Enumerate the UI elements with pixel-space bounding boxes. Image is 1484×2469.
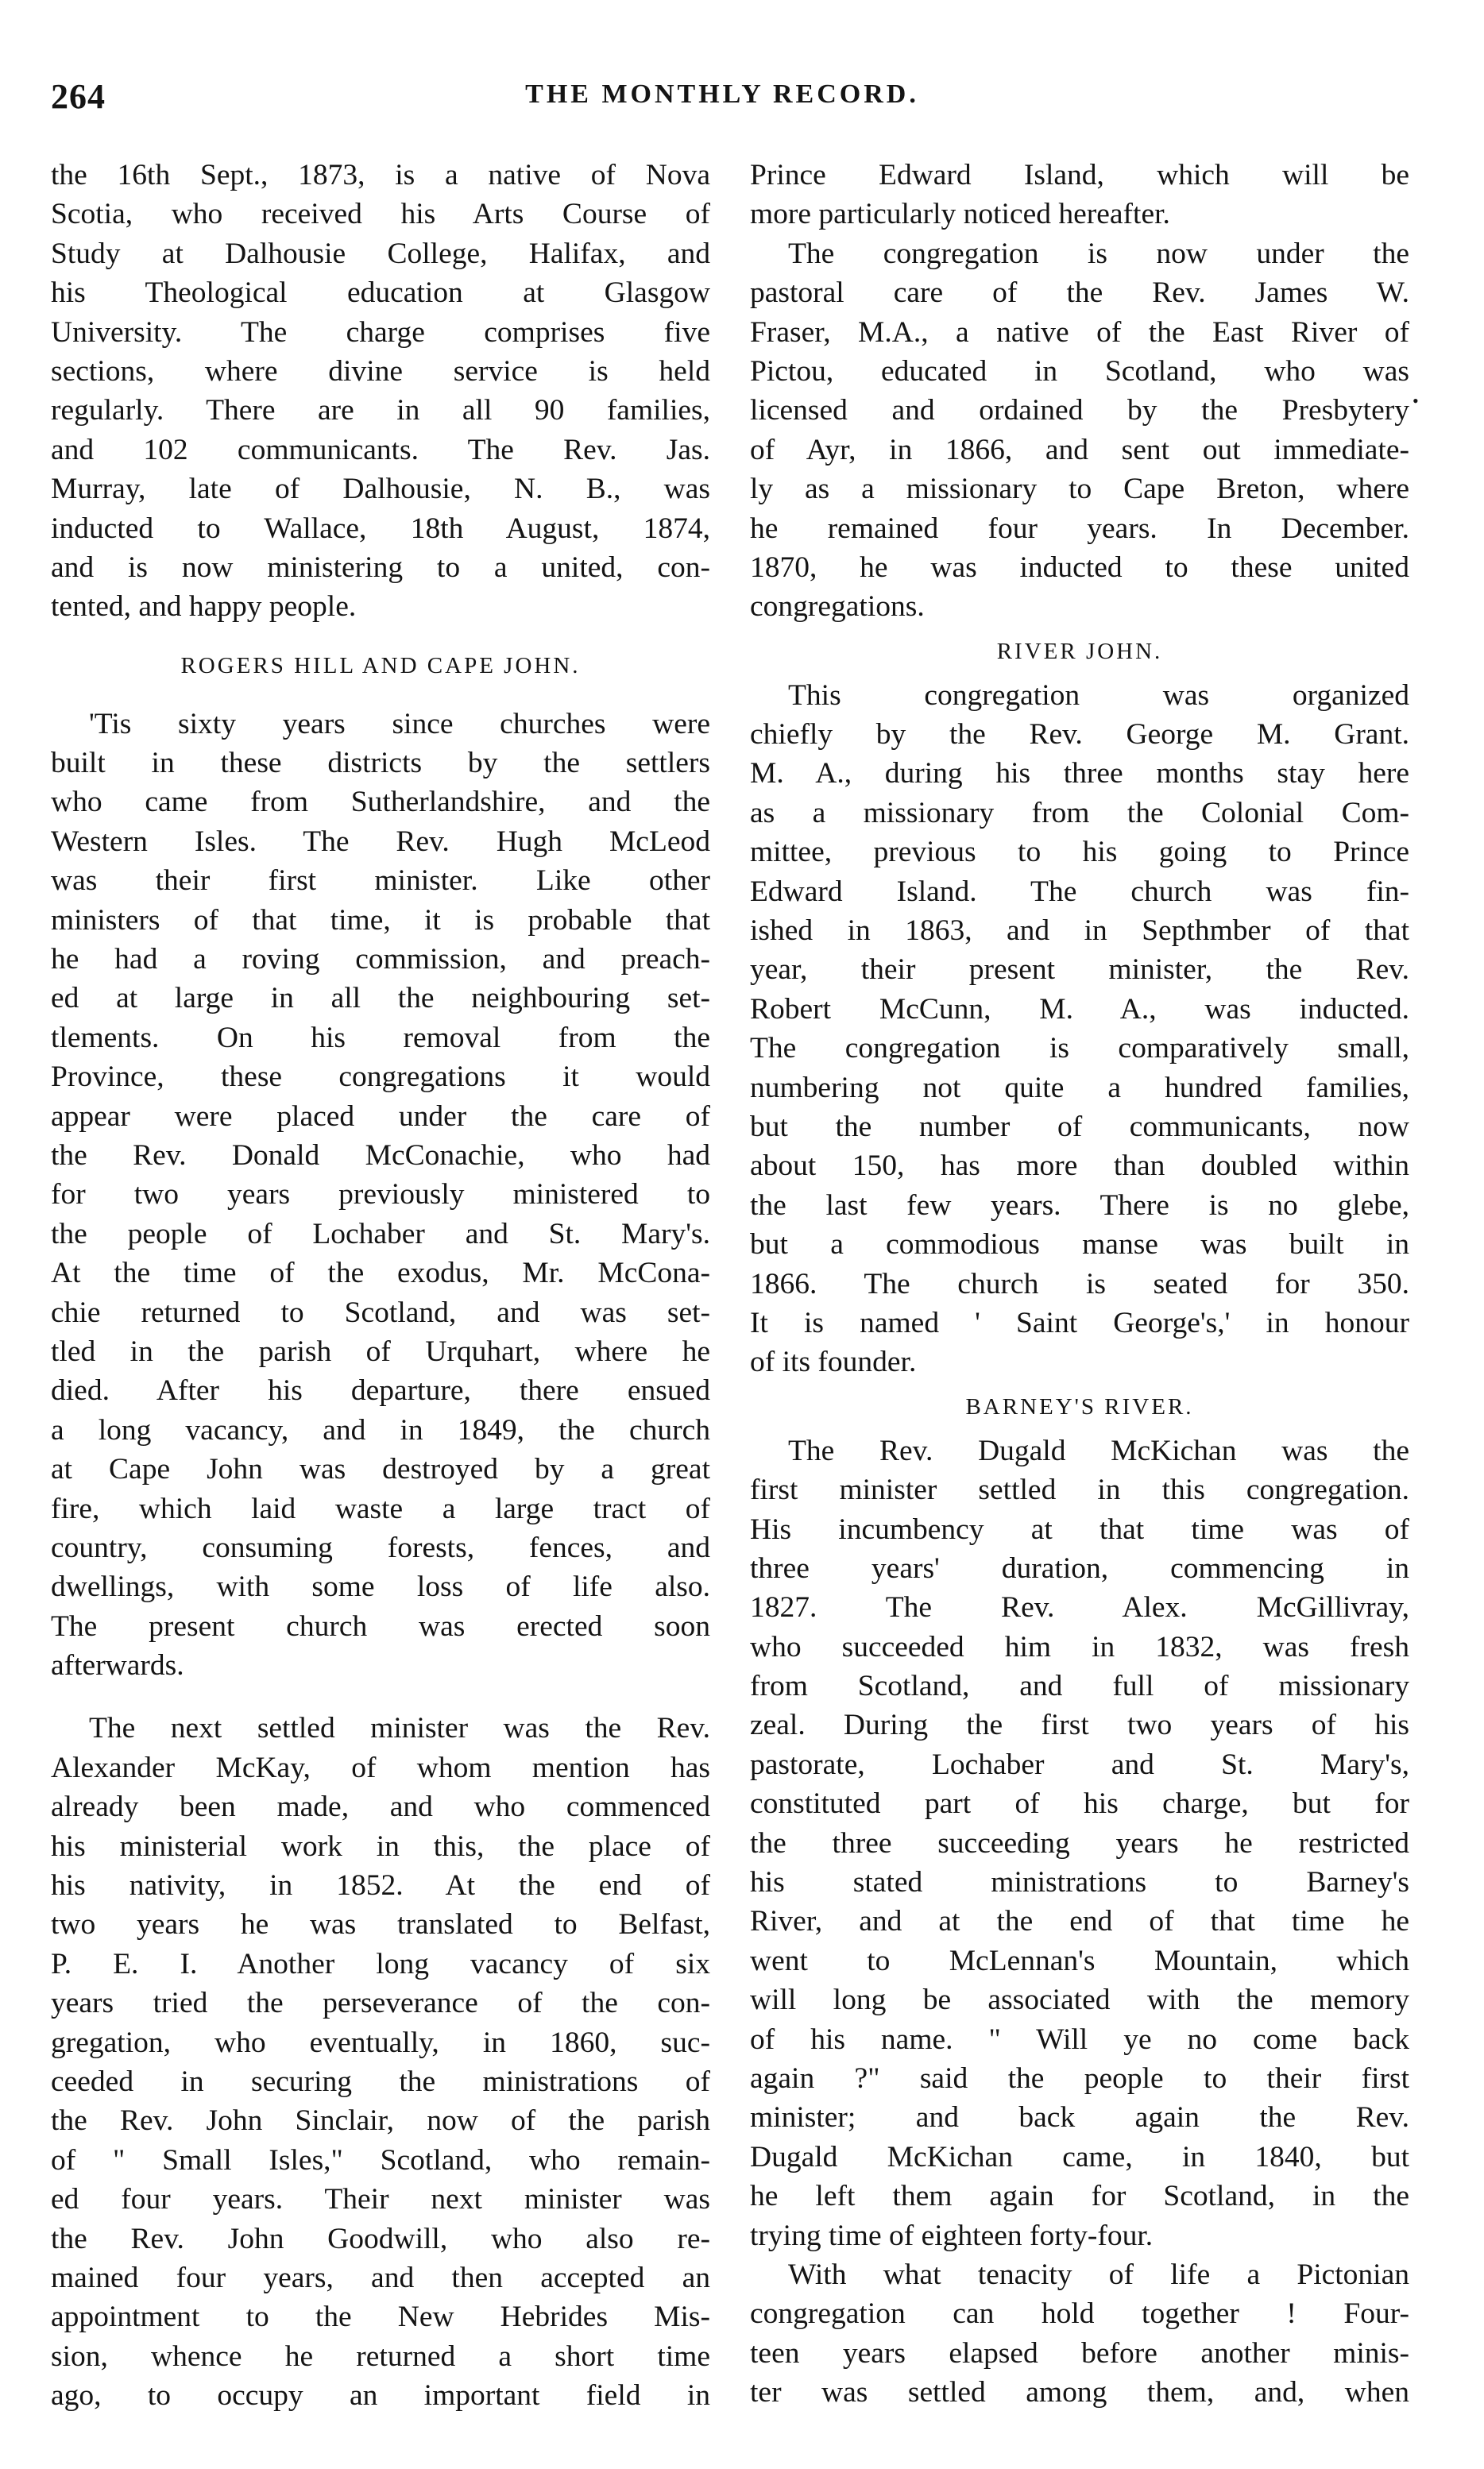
- text-line: his ministerial work in this, the place of: [51, 1830, 710, 1863]
- text-line: the three succeeding years he restricted: [750, 1826, 1409, 1860]
- text-line: gregation, who eventually, in 1860, suc-: [51, 2026, 710, 2059]
- text-line: M. A., during his three months stay here: [750, 757, 1409, 790]
- text-line: inducted to Wallace, 18th August, 1874,: [51, 512, 710, 545]
- text-line: as a missionary from the Colonial Com-: [750, 796, 1409, 829]
- text-line: was their first minister. Like other: [51, 864, 710, 898]
- text-line: of its founder.: [750, 1346, 917, 1379]
- running-title: THE MONTHLY RECORD.: [525, 79, 919, 109]
- text-line: he had a roving commission, and preach-: [51, 943, 710, 976]
- text-line: ed at large in all the neighbouring set-: [51, 982, 710, 1015]
- text-line: he left them again for Scotland, in the: [750, 2180, 1409, 2213]
- text-line: licensed and ordained by the Presbytery: [750, 394, 1409, 427]
- text-line: Study at Dalhousie College, Halifax, and: [51, 237, 710, 270]
- text-line: The present church was erected soon: [51, 1609, 710, 1643]
- text-line: at Cape John was destroyed by a great: [51, 1453, 710, 1486]
- text-line: 'Tis sixty years since churches were: [89, 707, 710, 740]
- text-line: mained four years, and then accepted an: [51, 2261, 710, 2294]
- text-line: Murray, late of Dalhousie, N. B., was: [51, 473, 710, 506]
- text-line: his nativity, in 1852. At the end of: [51, 1869, 710, 1903]
- section-heading: ROGERS HILL AND CAPE JOHN.: [180, 652, 581, 678]
- text-line: minister; and back again the Rev.: [750, 2101, 1409, 2135]
- text-line: more particularly noticed hereafter.: [750, 198, 1170, 231]
- text-line: numbering not quite a hundred families,: [750, 1071, 1409, 1104]
- text-line: tented, and happy people.: [51, 590, 357, 624]
- text-line: teen years elapsed before another minis-: [750, 2336, 1409, 2370]
- text-line: trying time of eighteen forty-four.: [750, 2219, 1154, 2252]
- text-line: Western Isles. The Rev. Hugh McLeod: [51, 825, 710, 858]
- section-heading: BARNEY'S RIVER.: [965, 1393, 1194, 1420]
- text-line: and is now ministering to a united, con-: [51, 551, 710, 584]
- text-line: pastorate, Lochaber and St. Mary's,: [750, 1748, 1409, 1781]
- text-line: his Theological education at Glasgow: [51, 276, 710, 310]
- text-line: a long vacancy, and in 1849, the church: [51, 1413, 710, 1447]
- text-line: The next settled minister was the Rev.: [89, 1712, 710, 1745]
- text-line: appear were placed under the care of: [51, 1099, 710, 1133]
- text-line: of Ayr, in 1866, and sent out immediate-: [750, 433, 1409, 466]
- text-line: tled in the parish of Urquhart, where he: [51, 1335, 710, 1368]
- text-line: afterwards.: [51, 1649, 184, 1683]
- text-line: already been made, and who commenced: [51, 1791, 710, 1824]
- text-line: of " Small Isles," Scotland, who remain-: [51, 2143, 710, 2177]
- page-header: [51, 76, 1393, 124]
- text-line: Scotia, who received his Arts Course of: [51, 198, 710, 231]
- text-line: congregation can hold together ! Four-: [750, 2297, 1409, 2331]
- text-line: chiefly by the Rev. George M. Grant.: [750, 718, 1409, 752]
- text-line: mittee, previous to his going to Prince: [750, 836, 1409, 869]
- text-line: ly as a missionary to Cape Breton, where: [750, 473, 1409, 506]
- text-line: regularly. There are in all 90 families,: [51, 394, 710, 427]
- text-line: dwellings, with some loss of life also.: [51, 1571, 710, 1604]
- text-line: died. After his departure, there ensued: [51, 1374, 710, 1408]
- text-line: ministers of that time, it is probable that: [51, 903, 710, 937]
- text-line: and 102 communicants. The Rev. Jas.: [51, 433, 710, 466]
- text-line: At the time of the exodus, Mr. McCona-: [51, 1257, 710, 1290]
- page-number: 264: [51, 77, 106, 116]
- text-line: first minister settled in this congregation.: [750, 1474, 1409, 1507]
- text-line: the last few years. There is no glebe,: [750, 1188, 1409, 1222]
- text-line: about 150, has more than doubled within: [750, 1149, 1409, 1183]
- text-line: again ?" said the people to their first: [750, 2061, 1409, 2095]
- text-line: ter was settled among them, and, when: [750, 2376, 1409, 2409]
- text-line: but a commodious manse was built in: [750, 1228, 1409, 1262]
- text-line: two years he was translated to Belfast,: [51, 1908, 710, 1942]
- text-line: chie returned to Scotland, and was set-: [51, 1296, 710, 1329]
- text-line: The Rev. Dugald McKichan was the: [788, 1434, 1409, 1467]
- text-line: It is named ' Saint George's,' in honour: [750, 1306, 1409, 1339]
- text-line: His incumbency at that time was of: [750, 1513, 1409, 1546]
- text-line: congregations.: [750, 590, 925, 624]
- text-line: This congregation was organized: [788, 678, 1409, 712]
- paragraph-gap: [51, 1685, 710, 1709]
- text-line: ceeded in securing the ministrations of: [51, 2065, 710, 2098]
- text-line: Pictou, educated in Scotland, who was: [750, 354, 1409, 388]
- text-line: built in these districts by the settlers: [51, 747, 710, 780]
- text-line: Prince Edward Island, which will be: [750, 159, 1409, 191]
- text-line: from Scotland, and full of missionary: [750, 1670, 1409, 1703]
- text-line: who came from Sutherlandshire, and the: [51, 786, 710, 819]
- text-line: 1870, he was inducted to these united: [750, 551, 1409, 584]
- text-line: Edward Island. The church was fin-: [750, 875, 1409, 908]
- text-line: the Rev. John Sinclair, now of the parish: [51, 2104, 710, 2138]
- text-line: Fraser, M.A., a native of the East River of: [750, 315, 1409, 349]
- text-line: the Rev. Donald McConachie, who had: [51, 1138, 710, 1172]
- text-line: University. The charge comprises five: [51, 315, 710, 349]
- text-line: years tried the perseverance of the con-: [51, 1987, 710, 2020]
- text-line: his stated ministrations to Barney's: [750, 1866, 1409, 1899]
- text-line: he remained four years. In December.: [750, 512, 1409, 545]
- text-line: will long be associated with the memory: [750, 1984, 1409, 2017]
- right-text-column: [750, 156, 1409, 2444]
- text-line: Dugald McKichan came, in 1840, but: [750, 2140, 1409, 2173]
- text-line: went to McLennan's Mountain, which: [750, 1944, 1409, 1977]
- margin-mark: •: [1413, 391, 1419, 411]
- text-line: for two years previously ministered to: [51, 1178, 710, 1211]
- text-line: constituted part of his charge, but for: [750, 1787, 1409, 1821]
- text-line: ed four years. Their next minister was: [51, 2183, 710, 2216]
- text-line: 1827. The Rev. Alex. McGillivray,: [750, 1591, 1409, 1625]
- text-line: With what tenacity of life a Pictonian: [788, 2258, 1409, 2291]
- text-line: country, consuming forests, fences, and: [51, 1531, 710, 1564]
- text-line: the 16th Sept., 1873, is a native of Nova: [51, 159, 710, 191]
- text-line: sion, whence he returned a short time: [51, 2340, 710, 2373]
- text-line: The congregation is comparatively small,: [750, 1032, 1409, 1065]
- text-line: year, their present minister, the Rev.: [750, 953, 1409, 987]
- text-line: the Rev. John Goodwill, who also re-: [51, 2222, 710, 2255]
- text-line: three years' duration, commencing in: [750, 1551, 1409, 1585]
- text-line: fire, which laid waste a large tract of: [51, 1492, 710, 1525]
- text-line: ago, to occupy an important field in: [51, 2379, 710, 2413]
- text-line: of his name. " Will ye no come back: [750, 2023, 1409, 2056]
- text-line: appointment to the New Hebrides Mis-: [51, 2301, 710, 2334]
- text-line: River, and at the end of that time he: [750, 1905, 1409, 1938]
- text-line: sections, where divine service is held: [51, 354, 710, 388]
- text-line: Alexander McKay, of whom mention has: [51, 1751, 710, 1784]
- text-line: The congregation is now under the: [788, 237, 1409, 270]
- text-line: pastoral care of the Rev. James W.: [750, 276, 1409, 310]
- text-line: who succeeded him in 1832, was fresh: [750, 1630, 1409, 1663]
- text-line: tlements. On his removal from the: [51, 1021, 710, 1054]
- text-line: but the number of communicants, now: [750, 1110, 1409, 1143]
- text-line: Province, these congregations it would: [51, 1061, 710, 1094]
- text-line: 1866. The church is seated for 350.: [750, 1267, 1409, 1300]
- text-line: zeal. During the first two years of his: [750, 1709, 1409, 1742]
- text-line: ished in 1863, and in Septhmber of that: [750, 914, 1409, 948]
- left-text-column: [51, 156, 710, 2444]
- text-line: P. E. I. Another long vacancy of six: [51, 1947, 710, 1980]
- text-line: the people of Lochaber and St. Mary's.: [51, 1217, 710, 1250]
- text-line: Robert McCunn, M. A., was inducted.: [750, 992, 1409, 1026]
- section-heading: RIVER JOHN.: [996, 638, 1163, 664]
